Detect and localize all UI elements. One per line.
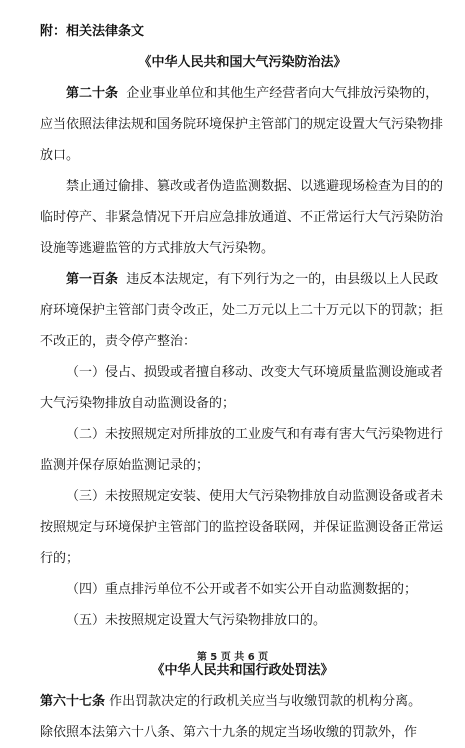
item-3-line-1: （三）未按照规定安装、使用大气污染物排放自动监测设备或者未 bbox=[66, 489, 444, 504]
paragraph-2-line-3: 设施等逃避监管的方式排放大气污染物。 bbox=[40, 241, 275, 256]
article-text: 作出罚款决定的行政机关应当与收缴罚款的机构分离。 bbox=[109, 694, 422, 709]
article-20-line-2: 应当依照法律法规和国务院环境保护主管部门的规定设置大气污染物排 bbox=[40, 117, 444, 132]
item-3-line-2: 按照规定与环境保护主管部门的监控设备联网，并保证监测设备正常运 bbox=[40, 520, 444, 535]
item-2-line-1: （二）未按照规定对所排放的工业废气和有毒有害大气污染物进行 bbox=[66, 427, 444, 442]
item-1-line-2: 大气污染物排放自动监测设备的； bbox=[40, 396, 236, 411]
paragraph-2-line-2: 临时停产、非紧急情况下开启应急排放通道、不正常运行大气污染防治 bbox=[40, 210, 444, 225]
article-number: 第一百条 bbox=[66, 272, 119, 287]
item-4: （四）重点排污单位不公开或者不如实公开自动监测数据的； bbox=[66, 582, 418, 597]
article-67-line-2: 除依照本法第六十八条、第六十九条的规定当场收缴的罚款外，作 bbox=[40, 725, 418, 740]
law-title-administrative-penalty: 《中华人民共和国行政处罚法》 bbox=[151, 663, 334, 678]
article-67-line-1 bbox=[40, 686, 445, 717]
article-number: 第二十条 bbox=[66, 86, 119, 101]
appendix-heading: 附：相关法律条文 bbox=[40, 24, 145, 39]
article-20-line-3: 放口。 bbox=[40, 148, 80, 163]
item-1-line-1: （一）侵占、损毁或者擅自移动、改变大气环境质量监测设施或者 bbox=[66, 365, 444, 380]
item-2-line-2: 监测并保存原始监测记录的； bbox=[40, 458, 210, 473]
article-100-line-1 bbox=[40, 264, 445, 295]
article-20-line-1 bbox=[40, 78, 445, 109]
article-100-line-2: 府环境保护主管部门责令改正，处二万元以上二十万元以下的罚款；拒 bbox=[40, 303, 444, 318]
law-title-air-pollution: 《中华人民共和国大气污染防治法》 bbox=[138, 55, 347, 70]
article-text: 违反本法规定，有下列行为之一的，由县级以上人民政 bbox=[126, 272, 439, 287]
article-100-line-3: 不改正的，责令停产整治： bbox=[40, 334, 197, 349]
item-5: （五）未按照规定设置大气污染物排放口的。 bbox=[66, 613, 327, 628]
item-3-line-3: 行的； bbox=[40, 551, 80, 566]
page-footer: 第 5 页 共 6 页 bbox=[196, 652, 269, 663]
article-number: 第六十七条 bbox=[40, 694, 106, 709]
paragraph-2-line-1: 禁止通过偷排、篡改或者伪造监测数据、以逃避现场检查为目的的 bbox=[66, 179, 444, 194]
article-text: 企业事业单位和其他生产经营者向大气排放污染物的， bbox=[126, 86, 439, 101]
